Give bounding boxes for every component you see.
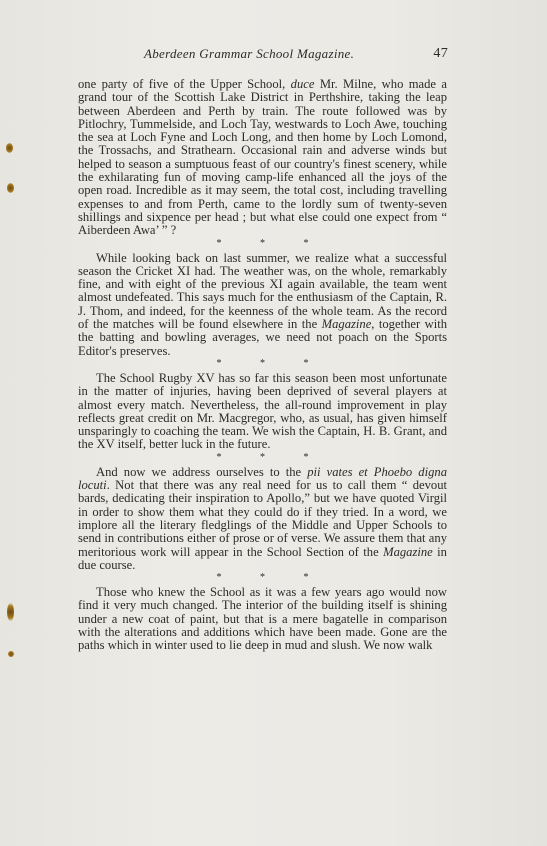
- section-separator: * * *: [216, 357, 327, 369]
- page-number: 47: [433, 46, 448, 61]
- article-body: [78, 78, 447, 653]
- magazine-title: Aberdeen Grammar School Magazine.: [144, 46, 355, 61]
- paragraph-school-changes: Those who knew the School as it was a few years ago would now find it very much changed. The interior of the building itself is shining under a new coat of paint, but that is a mere bagatelle in comparison with the alterations and additions which have been made. Gone are the paths which in winter used to lie deep in mud and slush. We now walk: [78, 585, 447, 653]
- binding-hole-mark: [8, 651, 14, 657]
- paragraph-poets: And now we address ourselves to the pii vates et Phoebo digna locuti. Not that there was any real need for us to call them “ devout bards, dedicating their inspiration to Apollo,” but we have quoted Virgil in order to show them what they could do if they tried. In a word, we implore all the literary fledglings of the Middle and Upper Schools to send in contributions either of prose or of verse. We assure them that any meritorious work will appear in the School Section of the Magazine in due course.: [78, 464, 447, 572]
- section-separator: * * *: [216, 451, 327, 463]
- binding-hole-mark: [6, 143, 13, 153]
- paragraph-tour: one party of five of the Upper School, duce Mr. Milne, who made a grand tour of the Scottish Lake District in Perthshire, taking the leap between Aberdeen and Perth by train. The route followed was by Pitlochry, Tummelside, and Loch Tay, westwards to Loch Awe, touching the sea at Loch Fyne and Loch Long, and then home by Loch Lomond, the Trossachs, and Strathearn. Occasional rain and adverse winds but helped to season a sumptuous feast of our country's finest scenery, while the exhilarating fun of moving camp-life enhanced all the joys of the open road. Incredible as it may seem, the total cost, including travelling expenses to and from Perth, came to the lordly sum of twenty-seven shillings and sixpence per head ; but what else could one expect from “ Aiberdeen Awa’ ” ?: [78, 77, 447, 238]
- paragraph-cricket: While looking back on last summer, we realize what a successful season the Cricket XI had. The weather was, on the whole, remarkably fine, and with eight of the previous XI again available, the team went almost undefeated. This says much for the enthusiasm of the Captain, R. J. Thom, and indeed, for the keenness of the whole team. As the record of the matches will be found elsewhere in the Magazine, together with the batting and bowling averages, we need not poach on the Sports Editor's preserves.: [78, 250, 447, 358]
- binding-hole-mark: [7, 603, 14, 621]
- section-separator: * * *: [216, 572, 327, 584]
- binding-hole-mark: [7, 183, 14, 193]
- paragraph-rugby: The School Rugby XV has so far this season been most unfortunate in the matter of injuries, having been deprived of several players at almost every match. Nevertheless, the all-round improvement in play reflects great credit on Mr. Macgregor, who, as usual, has given himself unsparingly to coaching the team. We wish the Captain, H. B. Grant, and the XV itself, better luck in the future.: [78, 370, 447, 452]
- section-separator: * * *: [216, 237, 327, 249]
